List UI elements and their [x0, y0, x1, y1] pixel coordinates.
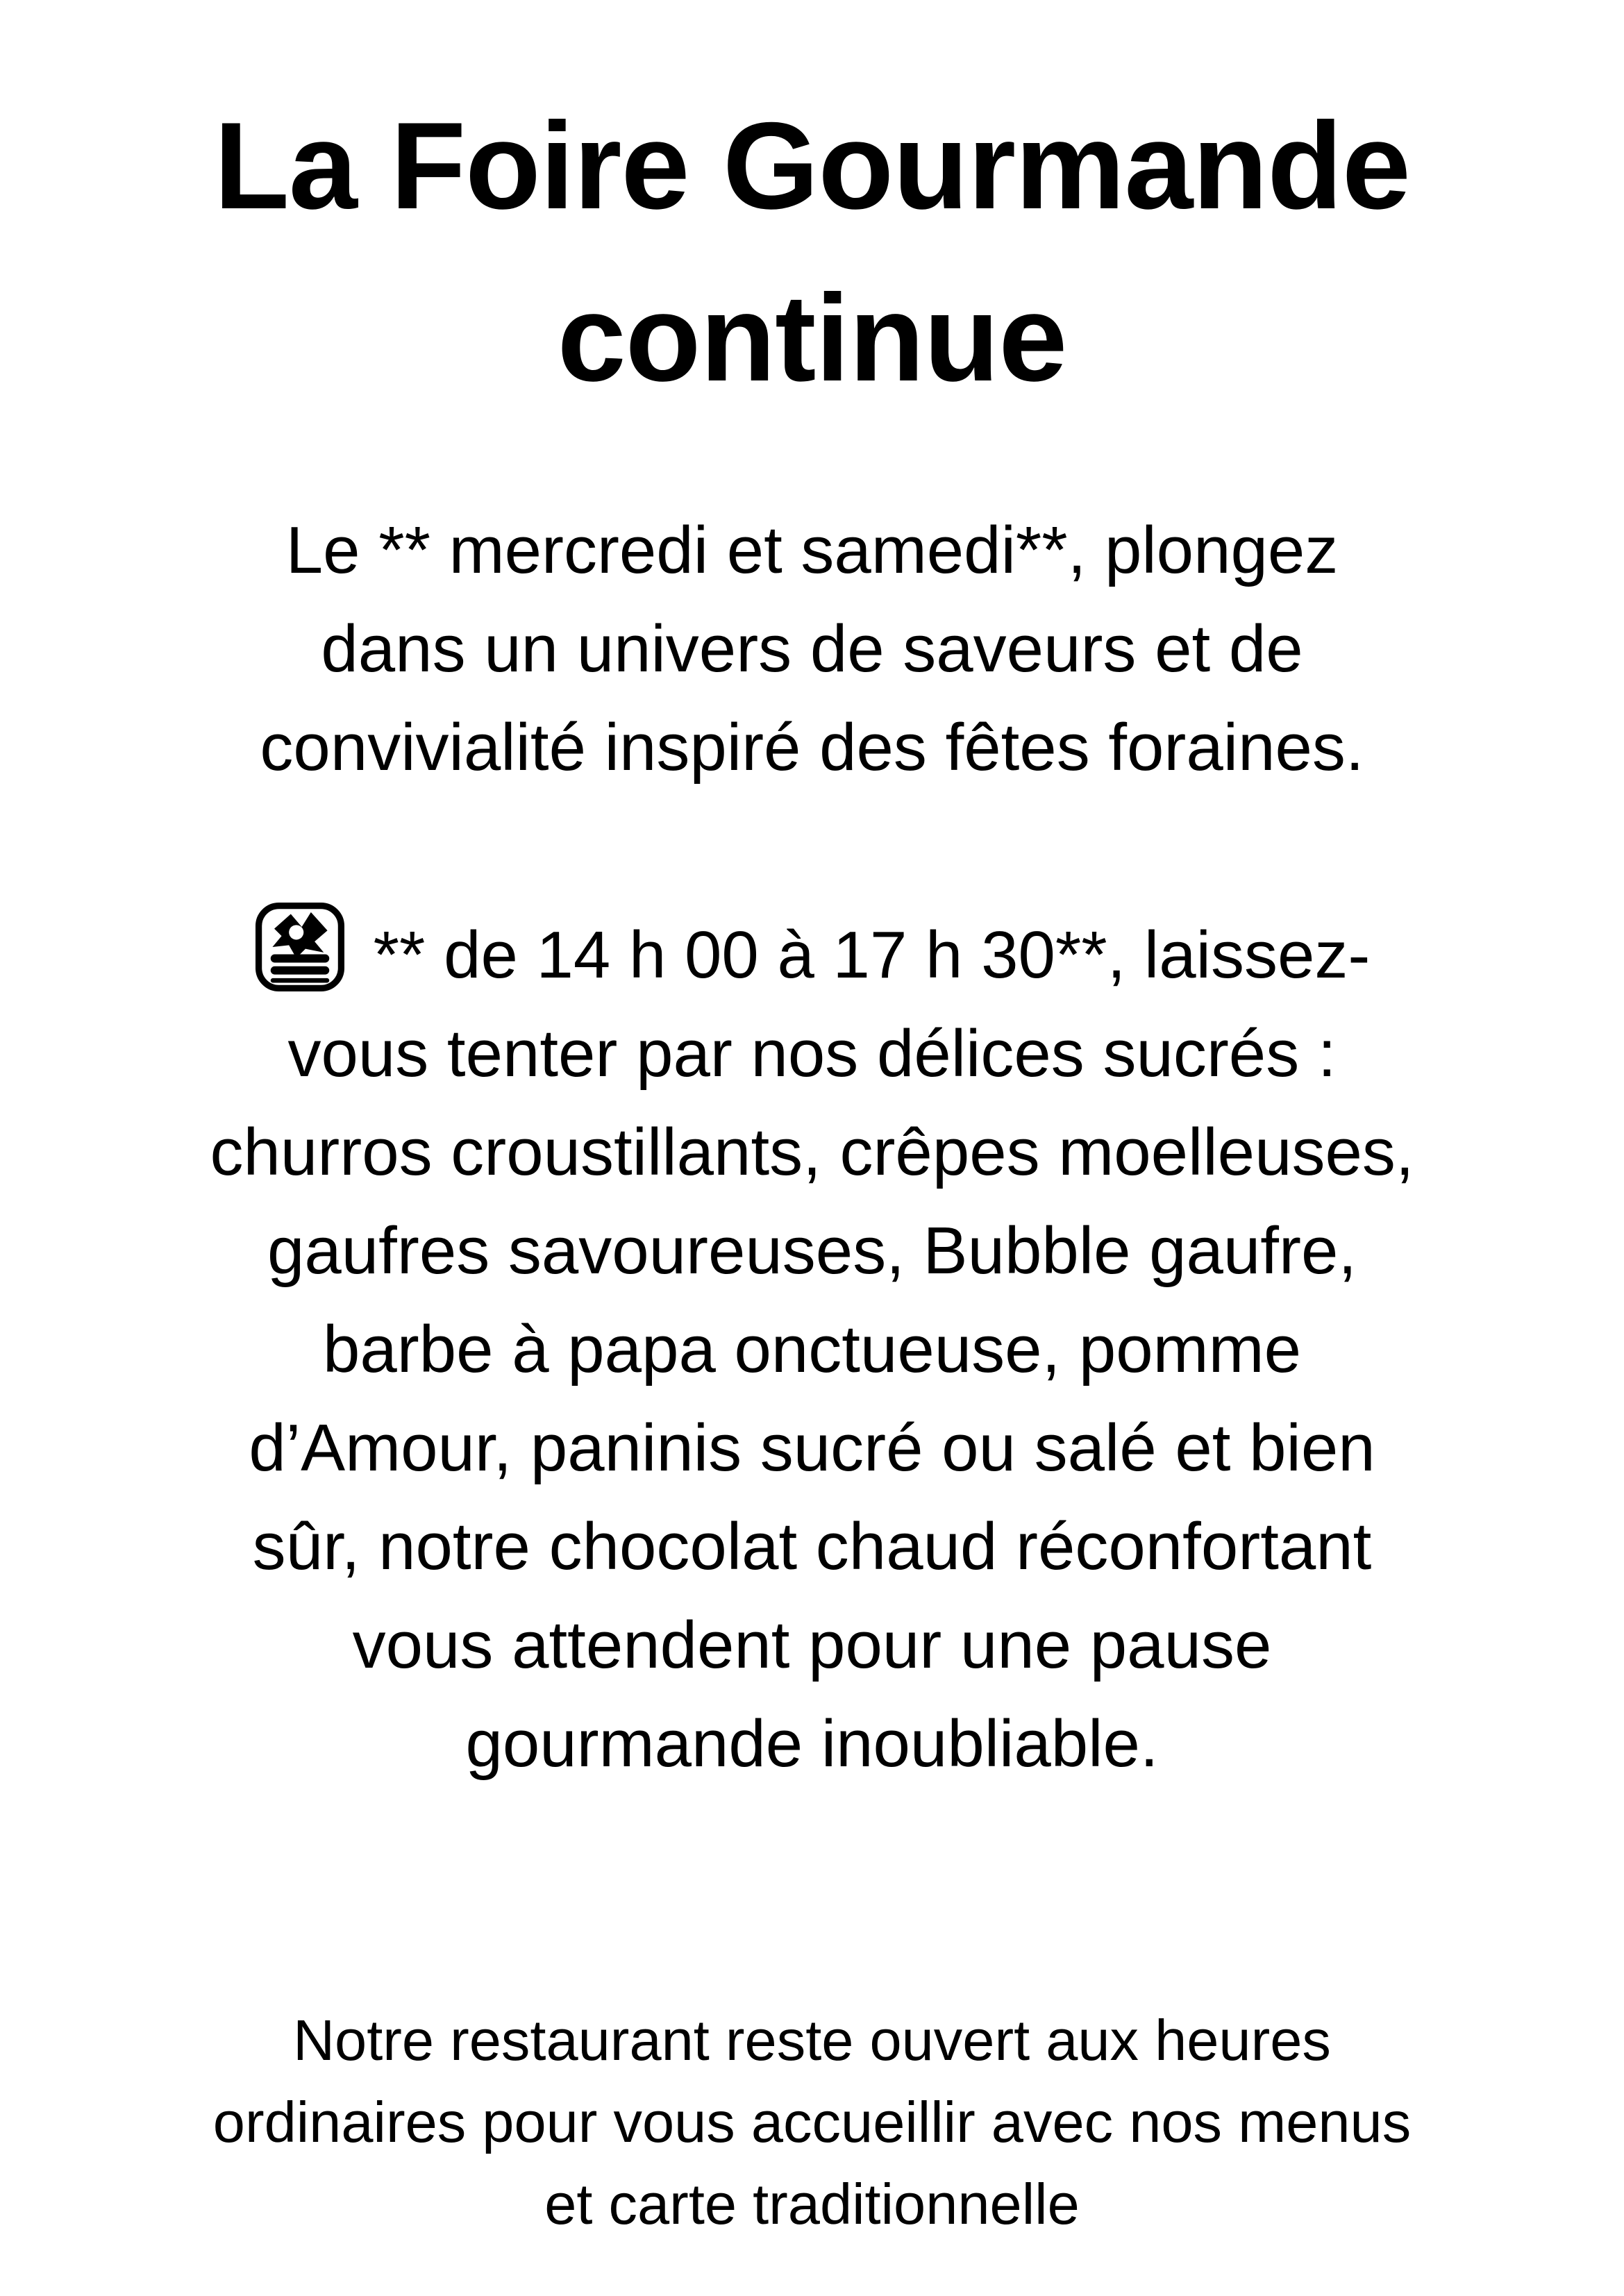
sweets-line-9: gourmande inoubliable. [465, 1707, 1159, 1781]
sweets-line-7: sûr, notre chocolat chaud réconfortant [252, 1509, 1372, 1584]
sweets-line-5: barbe à papa onctueuse, pomme [323, 1312, 1301, 1386]
sweets-first-line-text: ** de 14 h 00 à 17 h 30**, laissez- [373, 918, 1371, 992]
pancake-stack-icon [254, 901, 346, 993]
sweets-paragraph [125, 901, 1499, 1793]
sweets-line-3: churros croustillants, crêpes moelleuses, [210, 1115, 1414, 1189]
sweets-line-1 [125, 901, 1499, 1005]
intro-line-3: convivialité inspiré des fêtes foraines. [260, 710, 1364, 785]
footer-line-3: et carte traditionnelle [544, 2172, 1080, 2236]
title-line-2: continue [557, 269, 1067, 407]
sweets-line-6: d’Amour, paninis sucré ou salé et bien [249, 1411, 1375, 1485]
sweets-line-2: vous tenter par nos délices sucrés : [287, 1016, 1337, 1091]
footer-line-1: Notre restaurant reste ouvert aux heures [293, 2008, 1331, 2072]
title-line-1: La Foire Gourmande [214, 97, 1410, 235]
footer-note [125, 2000, 1499, 2245]
intro-line-2: dans un univers de saveurs et de [321, 612, 1303, 686]
page-title [0, 80, 1624, 424]
footer-line-2: ordinaires pour vous accueillir avec nos menus [212, 2090, 1412, 2154]
intro-paragraph [125, 501, 1499, 797]
sweets-line-8: vous attendent pour une pause [352, 1608, 1272, 1682]
sweets-line-4: gaufres savoureuses, Bubble gaufre, [267, 1214, 1357, 1288]
intro-line-1: Le ** mercredi et samedi**, plongez [285, 513, 1339, 587]
